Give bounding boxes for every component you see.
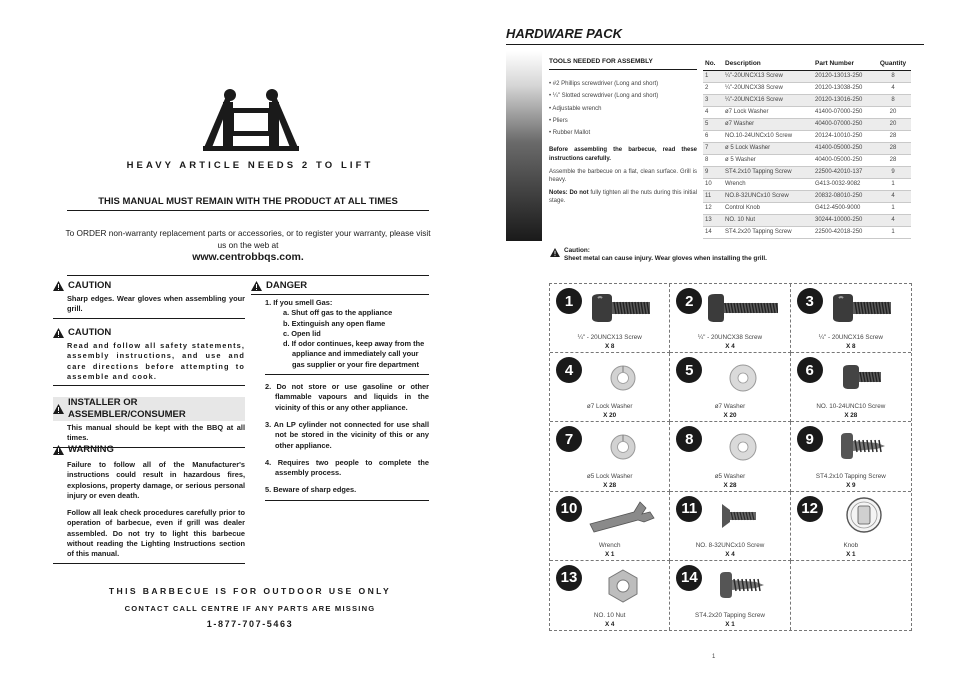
caution-read-instructions xyxy=(53,327,245,386)
table-cell: 5 xyxy=(703,118,723,130)
column-header: Part Number xyxy=(813,58,875,70)
table-cell: 13 xyxy=(703,214,723,226)
table-cell: 11 xyxy=(703,190,723,202)
table-cell: ø7 Washer xyxy=(723,118,813,130)
table-cell: 4 xyxy=(703,106,723,118)
table-row xyxy=(703,178,911,190)
hardware-part-cell xyxy=(670,561,790,630)
warning-triangle-icon xyxy=(53,328,64,338)
contact-notice: CONTACT CALL CENTRE IF ANY PARTS ARE MISSING xyxy=(124,604,376,613)
part-label: ø5 Lock Washer xyxy=(586,472,633,480)
danger-subitem: d. If odor continues, keep away from the appliance and immediately call your gas supplier or your fire department xyxy=(283,339,425,369)
part-label: ø7 Lock Washer xyxy=(586,403,633,411)
danger-list xyxy=(251,298,429,501)
table-cell: 20120-13016-250 xyxy=(813,94,875,106)
table-cell: 1 xyxy=(703,70,723,82)
tool-item: • Adjustable wrench xyxy=(549,105,602,112)
lock-washer-icon xyxy=(588,428,658,466)
part-number-badge: 4 xyxy=(556,357,582,383)
part-quantity: X 8 xyxy=(846,343,856,351)
warning-title: WARNING xyxy=(68,444,114,455)
order-text: To ORDER non-warranty replacement parts or accessories, or to register your warranty, please visit us on the web at xyxy=(65,228,431,250)
empty-cell xyxy=(791,561,911,630)
part-label: NO. 10-24UNC10 Screw xyxy=(816,403,886,411)
divider xyxy=(506,44,924,45)
hardware-part-cell xyxy=(670,422,790,491)
website-link[interactable]: www.centrobbqs.com. xyxy=(192,251,304,263)
table-cell: 8 xyxy=(703,154,723,166)
part-number-badge: 11 xyxy=(676,496,702,522)
danger-subitem: c. Open lid xyxy=(283,328,321,338)
part-label: Wrench xyxy=(598,541,621,549)
table-cell: 22500-42010-137 xyxy=(813,166,875,178)
long-screw-icon xyxy=(708,290,778,328)
danger-subitem: b. Extinguish any open flame xyxy=(283,318,386,328)
divider xyxy=(67,275,429,276)
hardware-part-cell xyxy=(550,561,670,630)
part-number-badge: 9 xyxy=(797,426,823,452)
caution-sharp-edges xyxy=(53,280,245,319)
hardware-part-cell xyxy=(670,353,790,422)
table-cell: 8 xyxy=(875,70,911,82)
table-row xyxy=(703,106,911,118)
table-cell: 20120-13013-250 xyxy=(813,70,875,82)
hardware-part-cell xyxy=(550,492,670,561)
hardware-part-cell xyxy=(670,284,790,353)
part-quantity: X 20 xyxy=(603,412,617,420)
part-number-badge: 10 xyxy=(556,496,582,522)
parts-grid xyxy=(549,283,912,631)
danger-item: 2. Do not store or use gasoline or other flammable vapours and liquids in the vicinity of this or any other appliance. xyxy=(265,382,429,412)
installer-text: This manual should be kept with the BBQ at all times. xyxy=(67,423,245,443)
table-cell: 20124-10010-250 xyxy=(813,130,875,142)
screw-icon xyxy=(588,290,658,328)
tapping-screw-icon xyxy=(829,428,899,466)
table-cell: ø7 Lock Washer xyxy=(723,106,813,118)
danger-subitem: a. Shut off gas to the appliance xyxy=(283,308,393,318)
danger-notice xyxy=(251,280,429,501)
installer-notice xyxy=(53,397,245,448)
installer-title: INSTALLER OR ASSEMBLER/CONSUMER xyxy=(68,397,186,420)
screw-icon xyxy=(829,290,899,328)
table-row xyxy=(703,154,911,166)
table-cell: 41400-07000-250 xyxy=(813,106,875,118)
table-cell: 1 xyxy=(875,178,911,190)
manual-notice: THIS MANUAL MUST REMAIN WITH THE PRODUCT AT ALL TIMES xyxy=(67,196,429,211)
table-row xyxy=(703,142,911,154)
table-cell: 12 xyxy=(703,202,723,214)
part-quantity: X 1 xyxy=(604,550,615,558)
table-row xyxy=(703,190,911,202)
table-cell: 28 xyxy=(875,142,911,154)
hardware-part-cell xyxy=(670,492,790,561)
part-label: ¼" - 20UNCX16 Screw xyxy=(818,334,883,342)
caution-text: Sheet metal can cause injury. Wear gloves when installing the grill. xyxy=(564,255,767,262)
table-cell: 28 xyxy=(875,154,911,166)
lift-notice: HEAVY ARTICLE NEEDS 2 TO LIFT xyxy=(126,160,374,171)
wrench-icon xyxy=(588,498,658,536)
nut-icon xyxy=(588,567,658,605)
danger-item: 5. Beware of sharp edges. xyxy=(265,485,429,500)
caution-title: Caution: xyxy=(564,247,590,254)
part-quantity: X 28 xyxy=(723,481,737,489)
tool-item: • #2 Phillips screwdriver (Long and short) xyxy=(549,81,659,87)
two-person-lift-icon xyxy=(203,88,299,152)
part-label: ø7 Washer xyxy=(714,403,746,411)
caution-text: Read and follow all safety statements, assembly instructions, and use and care directions before attempting to assemble and cook. xyxy=(67,341,245,381)
hardware-part-cell xyxy=(791,284,911,353)
warning-triangle-icon xyxy=(53,281,64,291)
warning-text: Follow all leak check procedures carefully prior to operation of barbecue, even if grill was dealer assembled. Do not try to light this barbecue without reading the Lighting Instructions section of this manual. xyxy=(67,508,245,559)
part-label: ø5 Washer xyxy=(714,472,746,480)
table-cell: ø 5 Lock Washer xyxy=(723,142,813,154)
part-label: NO. 8-32UNCx10 Screw xyxy=(695,541,765,549)
warning-triangle-icon xyxy=(53,445,64,455)
part-quantity: X 8 xyxy=(604,343,615,351)
table-cell: 4 xyxy=(875,214,911,226)
table-cell: 4 xyxy=(875,82,911,94)
table-row xyxy=(703,94,911,106)
part-label: Knob xyxy=(843,541,859,549)
short-screw-icon xyxy=(829,359,899,397)
caution-text: Sharp edges. Wear gloves when assembling your grill. xyxy=(67,294,245,314)
table-cell: 40400-05000-250 xyxy=(813,154,875,166)
table-cell: 8 xyxy=(875,94,911,106)
table-cell: NO.10-24UNCx10 Screw xyxy=(723,130,813,142)
table-cell: 20832-08010-250 xyxy=(813,190,875,202)
table-cell: 9 xyxy=(875,166,911,178)
part-quantity: X 1 xyxy=(846,550,856,558)
table-cell: ST4.2x10 Tapping Screw xyxy=(723,166,813,178)
table-row xyxy=(703,130,911,142)
lock-washer-icon xyxy=(588,359,658,397)
knob-icon xyxy=(829,496,899,534)
tools-list xyxy=(549,78,697,139)
part-quantity: X 1 xyxy=(725,620,735,628)
part-label: ¼" - 20UNCX13 Screw xyxy=(577,334,642,342)
table-cell: NO. 10 Nut xyxy=(723,214,813,226)
table-cell: G413-0032-9082 xyxy=(813,178,875,190)
part-quantity: X 28 xyxy=(603,481,617,489)
tool-item: • ¼" Slotted screwdriver (Long and short) xyxy=(549,93,659,100)
table-cell: 30244-10000-250 xyxy=(813,214,875,226)
table-cell: 4 xyxy=(875,190,911,202)
table-cell: 6 xyxy=(703,130,723,142)
table-cell: 20120-13038-250 xyxy=(813,82,875,94)
part-quantity: X 28 xyxy=(844,412,858,420)
hardware-part-cell xyxy=(550,284,670,353)
table-cell: 1 xyxy=(875,226,911,238)
table-cell: ¼"-20UNCX13 Screw xyxy=(723,70,813,82)
part-quantity: X 4 xyxy=(725,550,735,558)
column-header: No. xyxy=(703,58,723,70)
part-quantity: X 4 xyxy=(725,343,735,351)
table-cell: 2 xyxy=(703,82,723,94)
warning-triangle-icon xyxy=(550,248,560,257)
table-row xyxy=(703,226,911,238)
table-cell: G412-4500-9000 xyxy=(813,202,875,214)
part-number-badge: 1 xyxy=(556,288,582,314)
page-title: HARDWARE PACK xyxy=(506,26,623,41)
table-cell: 41400-05000-250 xyxy=(813,142,875,154)
table-cell: ¼"-20UNCX38 Screw xyxy=(723,82,813,94)
danger-title: DANGER xyxy=(266,280,308,291)
table-row xyxy=(703,166,911,178)
warning-notice xyxy=(53,444,245,564)
flat-screw-icon xyxy=(708,498,778,536)
hardware-part-cell xyxy=(791,353,911,422)
part-number-badge: 6 xyxy=(797,357,823,383)
table-cell: 1 xyxy=(875,202,911,214)
table-cell: 7 xyxy=(703,142,723,154)
column-header: Description xyxy=(723,58,813,70)
column-header: Quantity xyxy=(875,58,911,70)
part-label: ST4.2x20 Tapping Screw xyxy=(695,611,765,619)
read-first-note: Before assembling the barbecue, read these instructions carefully. xyxy=(549,147,697,163)
table-row xyxy=(703,118,911,130)
part-number-badge: 8 xyxy=(676,426,702,452)
page-number: 1 xyxy=(712,654,716,660)
part-number-badge: 14 xyxy=(676,565,702,591)
part-quantity: X 20 xyxy=(723,412,737,420)
part-label: NO. 10 Nut xyxy=(593,611,626,619)
caution-title: CAUTION xyxy=(68,327,112,338)
hardware-part-cell xyxy=(550,353,670,422)
assemble-note: Assemble the barbecue on a flat, clean surface. Grill is heavy. xyxy=(549,168,697,184)
table-header-row xyxy=(703,58,911,70)
hardware-part-cell xyxy=(791,492,911,561)
table-cell: Control Knob xyxy=(723,202,813,214)
tapping-screw-icon xyxy=(708,567,778,605)
danger-item: 1. If you smell Gas: a. Shut off gas to the appliance b. Extinguish any open flame c. Open lid d. If odor continues, keep away from the appliance and immediately call your gas supplier or your fire department xyxy=(265,298,429,375)
table-row xyxy=(703,202,911,214)
tool-item: • Pliers xyxy=(549,117,568,124)
parts-table xyxy=(703,58,911,239)
warning-triangle-icon xyxy=(251,281,262,291)
table-cell: 20 xyxy=(875,118,911,130)
table-cell: Wrench xyxy=(723,178,813,190)
table-cell: ST4.2x20 Tapping Screw xyxy=(723,226,813,238)
tool-item: • Rubber Mallot xyxy=(549,130,591,137)
part-quantity: X 4 xyxy=(604,620,615,628)
warning-triangle-icon xyxy=(53,404,64,414)
part-label: ¼" - 20UNCX38 Screw xyxy=(697,334,763,342)
table-row xyxy=(703,214,911,226)
table-cell: 40400-07000-250 xyxy=(813,118,875,130)
table-cell: 9 xyxy=(703,166,723,178)
part-quantity: X 9 xyxy=(846,481,856,489)
table-cell: 10 xyxy=(703,178,723,190)
tighten-note: Notes: Do not fully tighten all the nuts during this initial stage. xyxy=(549,189,697,205)
hardware-part-cell xyxy=(791,422,911,491)
washer-icon xyxy=(708,428,778,466)
part-label: ST4.2x10 Tapping Screw xyxy=(815,472,886,480)
table-cell: 22500-42018-250 xyxy=(813,226,875,238)
part-number-badge: 12 xyxy=(797,496,823,522)
part-number-badge: 2 xyxy=(676,288,702,314)
phone-number: 1-877-707-5463 xyxy=(206,619,294,629)
table-cell: ø 5 Washer xyxy=(723,154,813,166)
part-number-badge: 7 xyxy=(556,426,582,452)
outdoor-use-notice: THIS BARBECUE IS FOR OUTDOOR USE ONLY xyxy=(108,586,392,596)
warning-text: Failure to follow all of the Manufacturer's instructions could result in hazardous fires, explosions, property damage, or serious personal injury or even death. xyxy=(67,460,245,500)
hardware-part-cell xyxy=(550,422,670,491)
danger-item: 3. An LP cylinder not connected for use shall not be stored in the vicinity of this or any other appliance. xyxy=(265,419,429,450)
table-cell: 14 xyxy=(703,226,723,238)
caution-title: CAUTION xyxy=(68,280,112,291)
tools-section xyxy=(549,58,697,206)
table-cell: NO.8-32UNCx10 Screw xyxy=(723,190,813,202)
table-row xyxy=(703,82,911,94)
sheet-metal-caution xyxy=(550,247,910,262)
part-number-badge: 3 xyxy=(797,288,823,314)
table-row xyxy=(703,70,911,82)
table-cell: 3 xyxy=(703,94,723,106)
danger-item: 4. Requires two people to complete the assembly process. xyxy=(265,457,429,478)
table-cell: ¼"-20UNCX16 Screw xyxy=(723,94,813,106)
tools-heading: TOOLS NEEDED FOR ASSEMBLY xyxy=(549,58,697,70)
part-number-badge: 5 xyxy=(676,357,702,383)
washer-icon xyxy=(708,359,778,397)
table-cell: 28 xyxy=(875,130,911,142)
gradient-bar xyxy=(506,51,542,241)
table-cell: 20 xyxy=(875,106,911,118)
part-number-badge: 13 xyxy=(556,565,582,591)
